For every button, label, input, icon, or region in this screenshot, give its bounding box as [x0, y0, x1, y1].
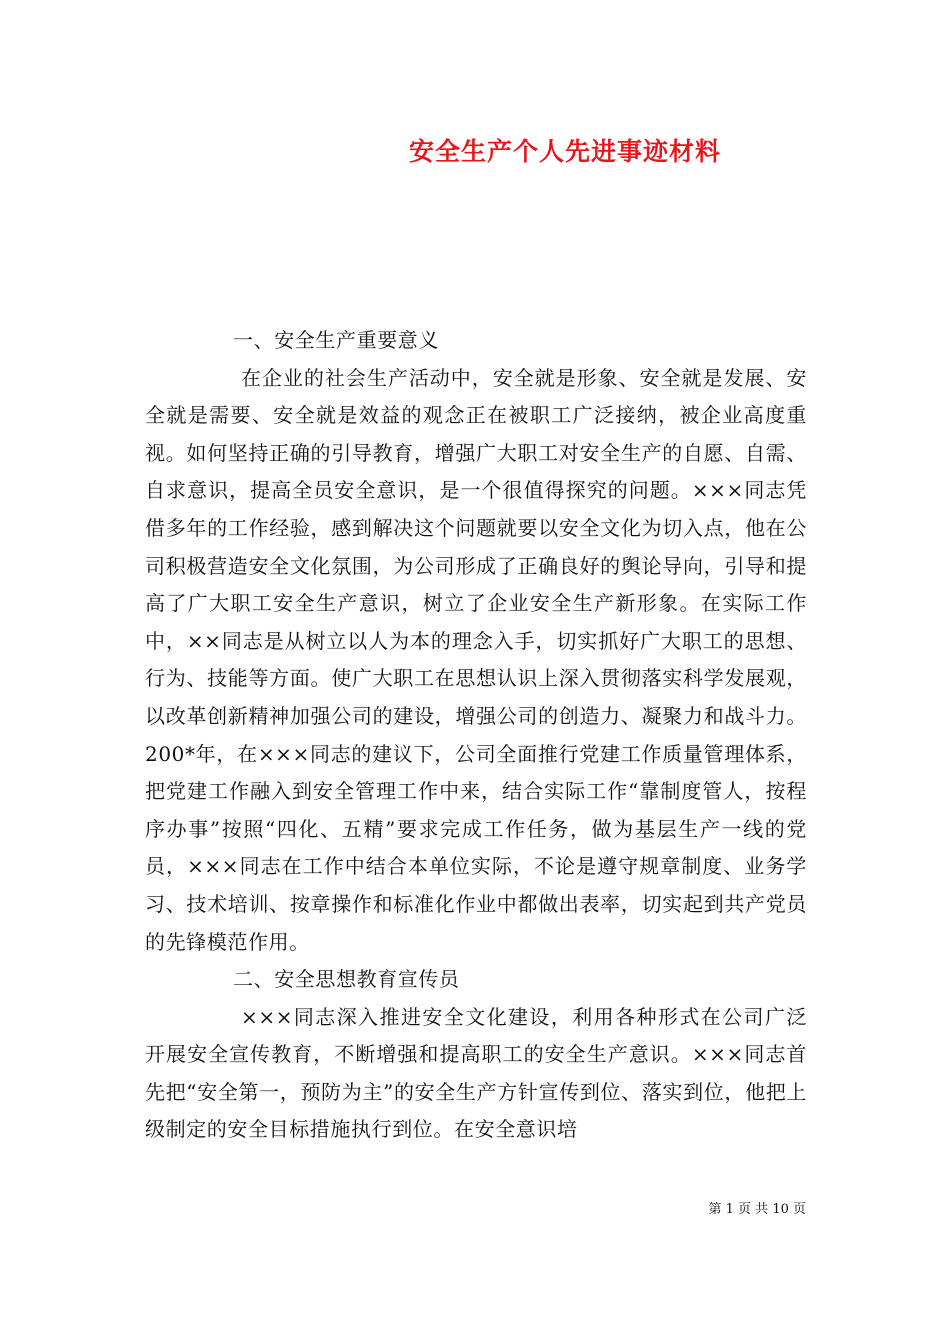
document-title: 安全生产个人先进事迹材料 [408, 137, 721, 166]
document-body [145, 322, 807, 1149]
section-paragraph-2: ×××同志深入推进安全文化建设，利用各种形式在公司广泛开展安全宣传教育，不断增强和提高职工的安全生产意识。×××同志首先把“安全第一，预防为主”的安全生产方针宣传到位、落实到位，他把上级制定的安全目标措施执行到位。在安全意识培 [145, 1004, 807, 1142]
section-paragraph-1: 在企业的社会生产活动中，安全就是形象、安全就是发展、安全就是需要、安全就是效益的观念正在被职工广泛接纳，被企业高度重视。如何坚持正确的引导教育，增强广大职工对安全生产的自愿、自需、自求意识，提高全员安全意识，是一个很值得探究的问题。×××同志凭借多年的工作经验，感到解决这个问题就要以安全文化为切入点，他在公司积极营造安全文化氛围，为公司形成了正确良好的舆论导向，引导和提高了广大职工安全生产意识，树立了企业安全生产新形象。在实际工作中，××同志是从树立以人为本的理念入手，切实抓好广大职工的思想、行为、技能等方面。使广大职工在思想认识上深入贯彻落实科学发展观，以改革创新精神加强公司的建设，增强公司的创造力、凝聚力和战斗力。200*年，在×××同志的建议下，公司全面推行党建工作质量管理体系，把党建工作融入到安全管理工作中来，结合实际工作“靠制度管人，按程序办事”按照“四化、五精”要求完成工作任务，做为基层生产一线的党员，×××同志在工作中结合本单位实际，不论是遵守规章制度、业务学习、技术培训、按章操作和标准化作业中都做出表率，切实起到共产党员的先锋模范作用。 [145, 365, 807, 954]
page-number: 第 1 页 共 10 页 [708, 1202, 806, 1217]
section-heading-2: 二、安全思想教育宣传员 [233, 967, 460, 992]
section-heading-1: 一、安全生产重要意义 [233, 328, 439, 352]
